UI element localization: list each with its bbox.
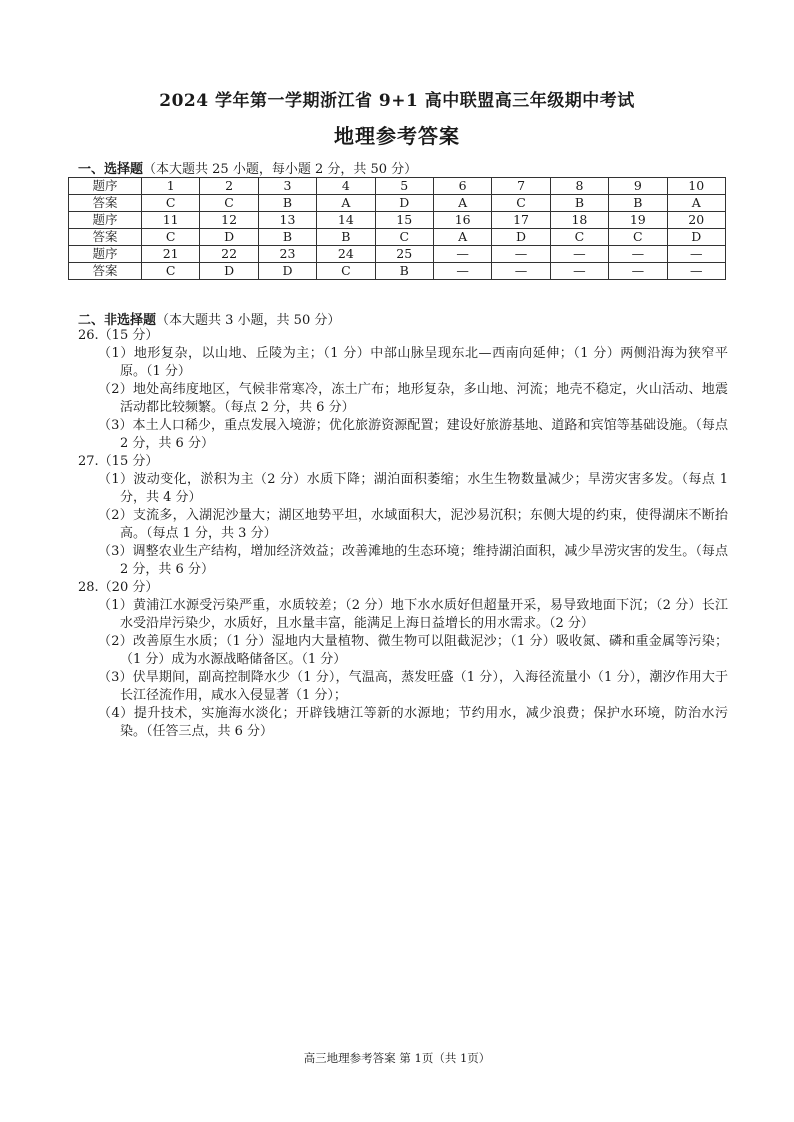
table-cell: 1 (142, 178, 200, 195)
table-row (69, 263, 726, 280)
table-cell: — (550, 263, 608, 280)
table-cell: — (433, 246, 491, 263)
table-cell: 15 (375, 212, 433, 229)
table-row (69, 178, 726, 195)
table-cell: 20 (667, 212, 725, 229)
table-cell: B (609, 195, 667, 212)
section1-note: （本大题共 25 小题，每小题 2 分，共 50 分） (143, 162, 418, 177)
table-cell: 22 (200, 246, 258, 263)
table-row (69, 229, 726, 246)
table-cell: B (375, 263, 433, 280)
table-cell: — (667, 263, 725, 280)
question-header: 27.（15 分） (78, 454, 159, 469)
table-cell: C (492, 195, 550, 212)
row-label: 答案 (69, 195, 142, 212)
table-cell: B (258, 195, 316, 212)
table-cell: 18 (550, 212, 608, 229)
answer-item: （1）地形复杂，以山地、丘陵为主；（1 分）中部山脉呈现东北—西南向延伸；（1 分）两侧沿海为狭窄平原。（1 分） (98, 346, 728, 379)
table-cell: — (492, 263, 550, 280)
answer-item: （2）支流多，入湖泥沙量大；湖区地势平坦，水域面积大，泥沙易沉积；东侧大堤的约束，使得湖床不断抬高。（每点 1 分，共 3 分） (98, 508, 728, 541)
table-cell: B (550, 195, 608, 212)
table-cell: C (375, 229, 433, 246)
exam-subtitle: 地理参考答案 (334, 124, 460, 148)
table-cell: — (550, 246, 608, 263)
table-cell: C (142, 195, 200, 212)
table-cell: C (317, 263, 375, 280)
table-cell: — (667, 246, 725, 263)
table-cell: — (492, 246, 550, 263)
table-cell: 6 (433, 178, 491, 195)
answer-item: （4）提升技术，实施海水淡化；开辟钱塘江等新的水源地；节约用水，减少浪费；保护水环境，防治水污染。（任答三点，共 6 分） (98, 706, 728, 739)
table-cell: D (375, 195, 433, 212)
table-cell: B (317, 229, 375, 246)
table-cell: A (433, 229, 491, 246)
question-header: 28.（20 分） (78, 580, 159, 595)
questions-body (78, 327, 728, 741)
answer-item: （2）改善原生水质；（1 分）湿地内大量植物、微生物可以阻截泥沙；（1 分）吸收氮、磷和重金属等污染；（1 分）成为水源战略储备区。（1 分） (98, 634, 728, 667)
table-cell: C (550, 229, 608, 246)
row-label: 答案 (69, 229, 142, 246)
page-footer: 高三地理参考答案 第 1页（共 1页） (303, 1051, 491, 1065)
section2-title: 二、非选择题 (78, 313, 157, 328)
answer-item: （1）波动变化，淤积为主（2 分）水质下降；湖泊面积萎缩；水生生物数量减少；旱涝灾害多发。（每点 1 分，共 4 分） (98, 472, 728, 505)
table-cell: D (258, 263, 316, 280)
table-cell: 9 (609, 178, 667, 195)
table-cell: 5 (375, 178, 433, 195)
table-cell: 11 (142, 212, 200, 229)
table-cell: 3 (258, 178, 316, 195)
table-cell: 10 (667, 178, 725, 195)
table-cell: 12 (200, 212, 258, 229)
table-cell: A (667, 195, 725, 212)
table-cell: D (492, 229, 550, 246)
table-cell: 17 (492, 212, 550, 229)
table-cell: 13 (258, 212, 316, 229)
answer-table (68, 177, 726, 280)
section1-title: 一、选择题 (78, 162, 144, 177)
table-cell: 23 (258, 246, 316, 263)
table-cell: — (433, 263, 491, 280)
table-cell: 4 (317, 178, 375, 195)
table-cell: 7 (492, 178, 550, 195)
table-cell: B (258, 229, 316, 246)
table-cell: D (200, 263, 258, 280)
table-cell: — (609, 246, 667, 263)
table-cell: C (609, 229, 667, 246)
table-cell: C (142, 263, 200, 280)
row-label: 题序 (69, 178, 142, 195)
section1-heading (78, 158, 417, 177)
table-cell: C (200, 195, 258, 212)
answer-item: （2）地处高纬度地区，气候非常寒冷，冻土广布；地形复杂，多山地、河流；地壳不稳定，火山活动、地震活动都比较频繁。（每点 2 分，共 6 分） (98, 382, 728, 415)
answer-item: （3）伏旱期间，副高控制降水少（1 分），气温高，蒸发旺盛（1 分），入海径流量小（1 分），潮汐作用大于长江径流作用，咸水入侵显著（1 分）； (98, 670, 728, 703)
answer-item: （3）本土人口稀少，重点发展入境游；优化旅游资源配置；建设好旅游基地、道路和宾馆等基础设施。（每点 2 分，共 6 分） (98, 418, 728, 451)
table-cell: C (142, 229, 200, 246)
table-cell: 8 (550, 178, 608, 195)
table-cell: 19 (609, 212, 667, 229)
question-header: 26.（15 分） (78, 328, 159, 343)
answer-item: （3）调整农业生产结构，增加经济效益；改善滩地的生态环境；维持湖泊面积，减少旱涝灾害的发生。（每点 2 分，共 6 分） (98, 544, 728, 577)
table-row (69, 195, 726, 212)
table-cell: A (317, 195, 375, 212)
table-cell: 24 (317, 246, 375, 263)
section2-heading (78, 309, 340, 328)
table-cell: D (200, 229, 258, 246)
table-cell: 14 (317, 212, 375, 229)
table-cell: 21 (142, 246, 200, 263)
table-row (69, 246, 726, 263)
table-cell: D (667, 229, 725, 246)
exam-title: 2024 学年第一学期浙江省 9+1 高中联盟高三年级期中考试 (159, 91, 635, 111)
answer-item: （1）黄浦江水源受污染严重，水质较差；（2 分）地下水水质好但超量开采，易导致地面下沉；（2 分）长江水受沿岸污染少，水质好，且水量丰富，能满足上海日益增长的用水需求。（2 分） (98, 598, 728, 631)
table-row (69, 212, 726, 229)
row-label: 题序 (69, 246, 142, 263)
row-label: 题序 (69, 212, 142, 229)
row-label: 答案 (69, 263, 142, 280)
section2-note: （本大题共 3 小题，共 50 分） (156, 313, 341, 328)
table-cell: 16 (433, 212, 491, 229)
table-cell: 2 (200, 178, 258, 195)
table-cell: — (609, 263, 667, 280)
table-cell: A (433, 195, 491, 212)
table-cell: 25 (375, 246, 433, 263)
